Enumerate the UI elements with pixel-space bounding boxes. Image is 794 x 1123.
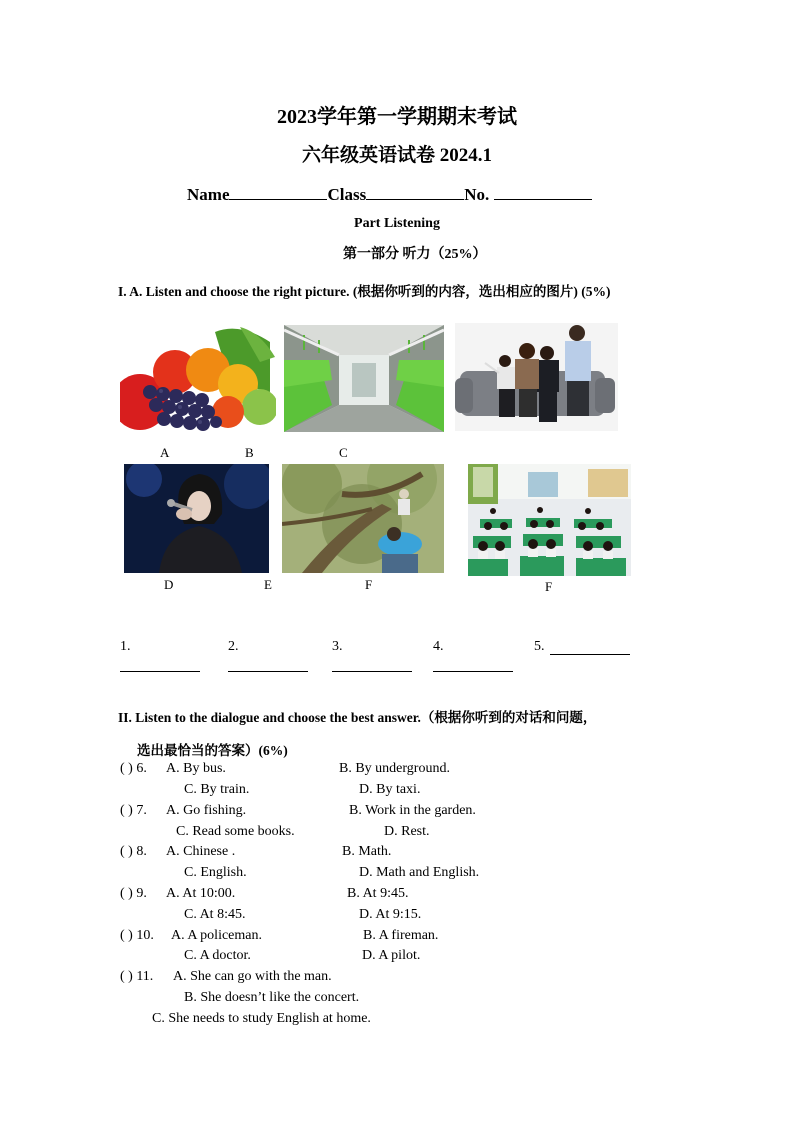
- section2-heading-line2: 选出最恰当的答案）(6%): [137, 743, 288, 758]
- question-10-option-b: B. A fireman.: [363, 928, 439, 943]
- question-7-option-d: D. Rest.: [384, 824, 430, 839]
- class-label: Class: [327, 185, 367, 204]
- question-9-option-b: B. At 9:45.: [347, 886, 409, 901]
- question-7-option-b: B. Work in the garden.: [349, 803, 476, 818]
- question-8-number: ( ) 8.: [120, 844, 147, 859]
- picture-label-a: A: [160, 445, 170, 460]
- question-11-option-a: A. She can go with the man.: [173, 969, 332, 984]
- section2-heading: II. Listen to the dialogue and choose the best answer.（根据你听到的对话和问题，: [118, 710, 597, 725]
- answer-number-3: 3.: [332, 639, 343, 654]
- question-11-option-c: C. She needs to study English at home.: [152, 1011, 371, 1026]
- picture-label-b: B: [245, 445, 254, 460]
- question-10-option-d: D. A pilot.: [362, 948, 421, 963]
- question-11-number: ( ) 11.: [120, 969, 154, 984]
- part-title-cn: 第一部分 听力（25%）: [343, 247, 487, 262]
- answer-blank-5[interactable]: [550, 654, 630, 655]
- question-9-option-d: D. At 9:15.: [359, 907, 422, 922]
- answer-number-2: 2.: [228, 639, 239, 654]
- fruit-vegetables-photo: [120, 322, 276, 432]
- answer-blank-3[interactable]: [332, 671, 412, 672]
- question-6-number: ( ) 6.: [120, 761, 147, 776]
- question-8-option-c: C. English.: [184, 865, 247, 880]
- question-6-option-b: B. By underground.: [339, 761, 450, 776]
- answer-number-1: 1.: [120, 639, 131, 654]
- answer-number-4: 4.: [433, 639, 444, 654]
- question-7-option-c: C. Read some books.: [176, 824, 295, 839]
- picture-label-f-2: F: [545, 579, 553, 594]
- name-field[interactable]: [229, 183, 327, 200]
- question-8-option-d: D. Math and English.: [359, 865, 480, 880]
- question-10-option-a: A. A policeman.: [171, 928, 262, 943]
- question-8-option-a: A. Chinese .: [166, 844, 236, 859]
- question-9-option-c: C. At 8:45.: [184, 907, 246, 922]
- classroom-students-photo: [468, 464, 631, 576]
- question-7-number: ( ) 7.: [120, 803, 147, 818]
- question-11-option-b: B. She doesn’t like the concert.: [184, 990, 360, 1005]
- no-field[interactable]: [494, 183, 592, 200]
- picture-label-c: C: [339, 445, 348, 460]
- question-6-option-d: D. By taxi.: [359, 782, 421, 797]
- name-label: Name: [187, 185, 230, 204]
- family-on-sofa-photo: [455, 323, 618, 431]
- answer-blank-1[interactable]: [120, 671, 200, 672]
- student-info-line: [187, 183, 592, 205]
- picture-label-f: F: [365, 577, 373, 592]
- question-10-option-c: C. A doctor.: [184, 948, 251, 963]
- answer-number-5: 5.: [534, 639, 545, 654]
- singer-with-microphone-photo: [124, 464, 269, 573]
- question-8-option-b: B. Math.: [342, 844, 392, 859]
- part-title-en: Part Listening: [354, 216, 440, 231]
- question-9-option-a: A. At 10:00.: [166, 886, 236, 901]
- answer-blank-2[interactable]: [228, 671, 308, 672]
- exam-title: 2023学年第一学期期末考试: [277, 106, 517, 128]
- question-9-number: ( ) 9.: [120, 886, 147, 901]
- class-field[interactable]: [366, 183, 464, 200]
- people-in-tree-photo: [282, 464, 444, 573]
- subway-train-interior-photo: [284, 325, 444, 432]
- picture-label-d: D: [164, 577, 174, 592]
- exam-subtitle: 六年级英语试卷 2024.1: [301, 145, 492, 166]
- section1-heading: I. A. Listen and choose the right picture. (根据你听到的内容，选出相应的图片) (5%): [118, 284, 611, 299]
- question-6-option-a: A. By bus.: [166, 761, 226, 776]
- question-6-option-c: C. By train.: [184, 782, 250, 797]
- question-10-number: ( ) 10.: [120, 928, 154, 943]
- no-label: No.: [464, 185, 490, 204]
- answer-blank-4[interactable]: [433, 671, 513, 672]
- question-7-option-a: A. Go fishing.: [166, 803, 247, 818]
- picture-label-e: E: [264, 577, 272, 592]
